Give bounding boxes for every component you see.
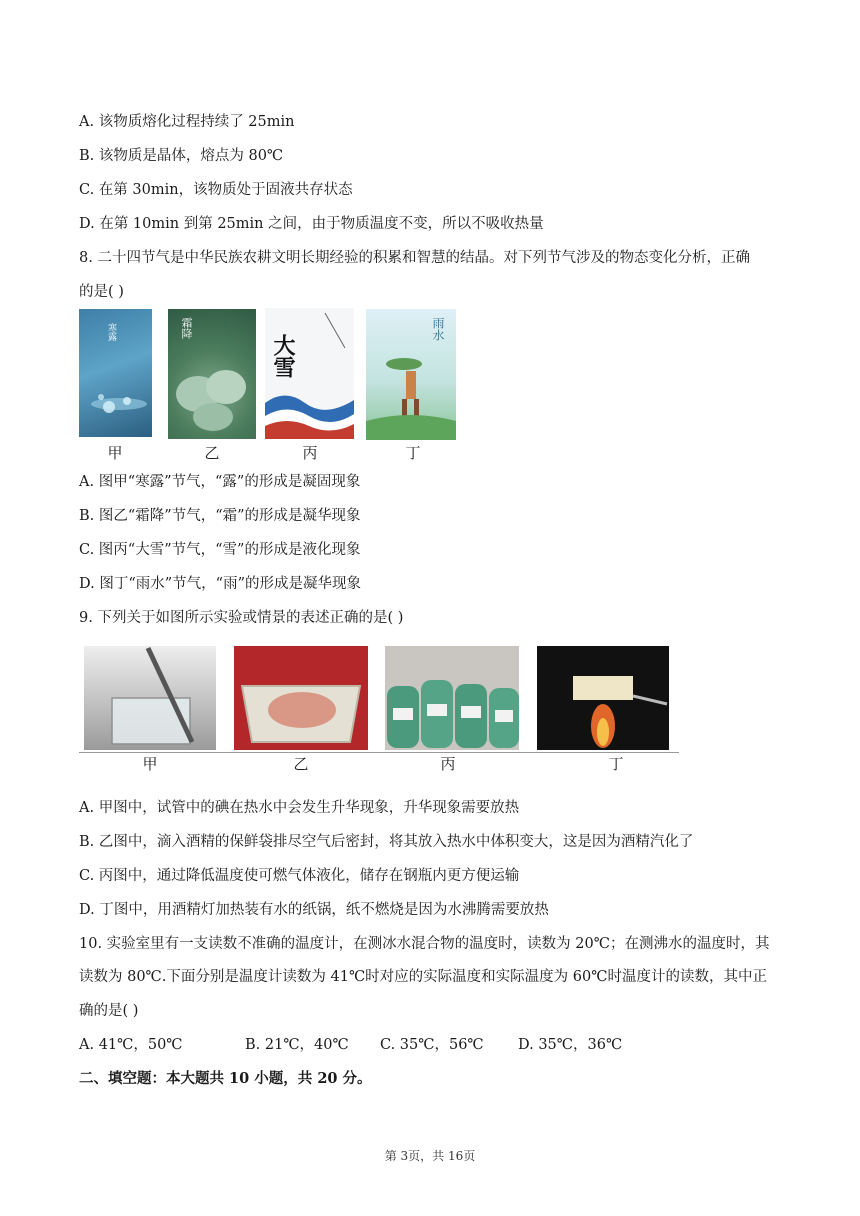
q10-option-b: B. 21℃，40℃ <box>245 1037 349 1053</box>
q9-option-c: C. 丙图中，通过降低温度使可燃气体液化，储存在钢瓶内更方便运输 <box>79 868 520 884</box>
q9-option-b: B. 乙图中，滴入酒精的保鲜袋排尽空气后密封，将其放入热水中体积变大，这是因为酒精汽化了 <box>79 834 694 850</box>
q8-caption-bing: 丙 <box>302 444 318 462</box>
q8-image-bing-heavy-snow <box>265 308 354 439</box>
q8-caption-ding: 丁 <box>405 444 421 462</box>
q8-option-b: B. 图乙“霜降”节气，“霜”的形成是凝华现象 <box>79 508 361 524</box>
q8-stem-line2: 的是( ) <box>79 284 124 300</box>
q9-caption-ding: 丁 <box>608 755 624 773</box>
q7-option-c: C. 在第 30min，该物质处于固液共存状态 <box>79 182 353 198</box>
q10-option-d: D. 35℃，36℃ <box>518 1037 623 1053</box>
q10-stem-line3: 确的是( ) <box>79 1003 139 1019</box>
section-title-fill-in: 二、填空题：本大题共 10 小题，共 20 分。 <box>79 1070 372 1087</box>
q9-caption-yi: 乙 <box>293 755 309 773</box>
poster-text-yi: 霜降 <box>180 317 193 339</box>
q7-option-b: B. 该物质是晶体，熔点为 80℃ <box>79 148 284 164</box>
q9-option-d: D. 丁图中，用酒精灯加热装有水的纸锅，纸不燃烧是因为水沸腾需要放热 <box>79 902 549 918</box>
q8-option-a: A. 图甲“寒露”节气，“露”的形成是凝固现象 <box>79 474 361 490</box>
q9-stem: 9. 下列关于如图所示实验或情景的表述正确的是( ) <box>79 610 404 626</box>
q9-image-ding-paper-pot <box>537 646 669 750</box>
figure-baseline <box>79 752 679 753</box>
q8-image-jia-cold-dew <box>79 309 152 437</box>
poster-text-ding: 雨水 <box>431 317 445 341</box>
page-footer: 第 3页，共 16页 <box>384 1149 476 1163</box>
q8-image-ding-rain-water <box>366 309 456 440</box>
q8-option-c: C. 图丙“大雪”节气，“雪”的形成是液化现象 <box>79 542 361 558</box>
q8-image-yi-frost <box>168 309 256 439</box>
q8-stem-line1: 8. 二十四节气是中华民族农耕文明长期经验的积累和智慧的结晶。对下列节气涉及的物态变化分析，正确 <box>79 250 750 266</box>
q7-option-a: A. 该物质熔化过程持续了 25min <box>79 114 295 130</box>
poster-text-jia: 寒露 <box>106 323 116 341</box>
q9-caption-bing: 丙 <box>440 755 456 773</box>
q10-stem-line2: 读数为 80℃.下面分别是温度计读数为 41℃时对应的实际温度和实际温度为 60℃时温度计的读数，其中正 <box>79 969 767 985</box>
q10-option-a: A. 41℃，50℃ <box>79 1037 183 1053</box>
tray-with-bag-illustration <box>234 646 368 750</box>
q9-image-yi-tray-bag <box>234 646 368 750</box>
beaker-test-tube-illustration <box>84 646 216 750</box>
q8-caption-yi: 乙 <box>204 444 220 462</box>
q10-stem-line1: 10. 实验室里有一支读数不准确的温度计，在测冰水混合物的温度时，读数为 20℃；在测沸水的温度时，其 <box>79 936 770 952</box>
q8-option-d: D. 图丁“雨水”节气，“雨”的形成是凝华现象 <box>79 576 361 592</box>
q7-option-d: D. 在第 10min 到第 25min 之间，由于物质温度不变，所以不吸收热量 <box>79 216 544 232</box>
q8-caption-jia: 甲 <box>107 444 123 462</box>
paper-pot-flame-illustration <box>537 646 669 750</box>
gas-cylinders-illustration <box>385 646 519 750</box>
q10-option-c: C. 35℃，56℃ <box>380 1037 484 1053</box>
q9-option-a: A. 甲图中，试管中的碘在热水中会发生升华现象，升华现象需要放热 <box>79 800 520 816</box>
q9-image-jia-test-tube <box>84 646 216 750</box>
q9-caption-jia: 甲 <box>142 755 158 773</box>
q9-image-bing-gas-cylinders <box>385 646 519 750</box>
poster-text-bing: 大雪 <box>270 334 296 378</box>
